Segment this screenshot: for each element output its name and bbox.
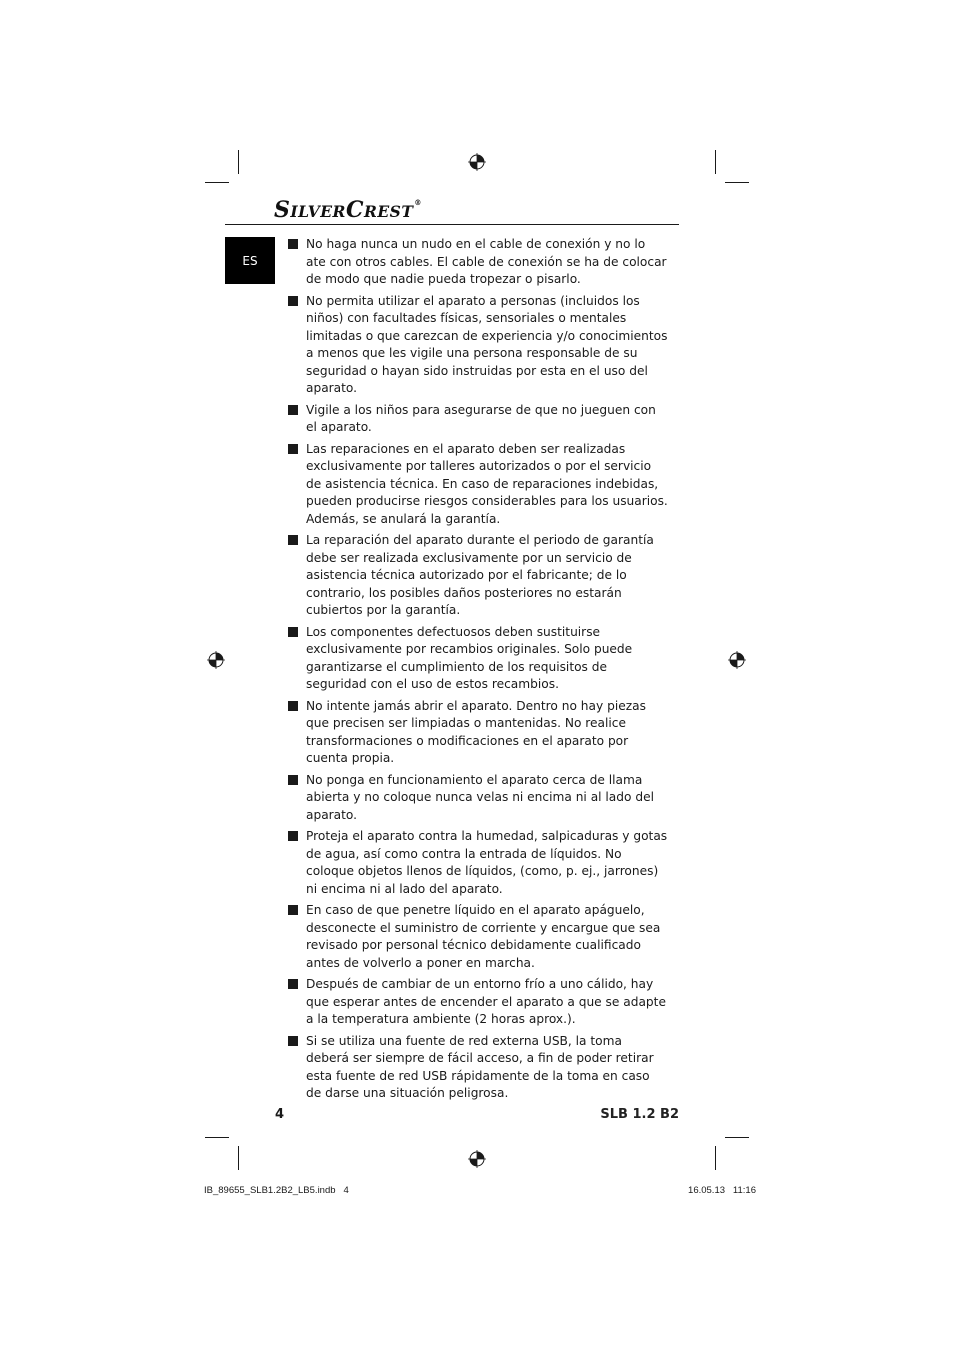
list-item: Las reparaciones en el aparato deben ser realizadas exclusivamente por talleres autorizados o por el servicio de asistencia técnica. En caso de reparaciones indebidas, pueden producirse riesgos considerables para los usuarios. Además, se anulará la garantía. — [288, 441, 668, 529]
bullet-square-icon — [288, 1036, 298, 1046]
registration-mark-icon — [728, 651, 746, 669]
model-number: SLB 1.2 B2 — [600, 1107, 679, 1122]
crop-mark — [238, 150, 239, 174]
brand-logo: SILVERCREST® — [274, 197, 422, 223]
language-tab — [225, 237, 275, 284]
list-item: Los componentes defectuosos deben sustituirse exclusivamente por recambios originales. Solo puede garantizarse el cumplimiento de los requisitos de seguridad con el uso de estos recambios. — [288, 624, 668, 694]
bullet-square-icon — [288, 831, 298, 841]
crop-mark — [715, 150, 716, 174]
list-item: No permita utilizar el aparato a personas (incluidos los niños) con facultades físicas, sensoriales o mentales limitadas o que carezcan de experiencia y/o conocimientos a menos que les vigile una persona responsable de su seguridad o hayan sido instruidas por esta en el uso del aparato. — [288, 293, 668, 398]
crop-mark — [205, 1137, 229, 1138]
header-rule — [225, 224, 679, 225]
registration-mark-icon — [468, 153, 486, 171]
registration-mark-icon — [468, 1150, 486, 1168]
bullet-square-icon — [288, 979, 298, 989]
crop-mark — [238, 1146, 239, 1170]
bullet-square-icon — [288, 627, 298, 637]
crop-mark — [725, 1137, 749, 1138]
list-item: Si se utiliza una fuente de red externa USB, la toma deberá ser siempre de fácil acceso, a fin de poder retirar esta fuente de red USB rápidamente de la toma en caso de darse una situación peligrosa. — [288, 1033, 668, 1103]
page-number: 4 — [275, 1107, 285, 1122]
bullet-square-icon — [288, 239, 298, 249]
list-item: No intente jamás abrir el aparato. Dentro no hay piezas que precisen ser limpiadas o mantenidas. No realice transformaciones o modificaciones en el aparato por cuenta propia. — [288, 698, 668, 768]
list-item: En caso de que penetre líquido en el aparato apáguelo, desconecte el suministro de corriente y encargue que sea revisado por personal técnico debidamente cualificado antes de volverlo a poner en marcha. — [288, 902, 668, 972]
bullet-square-icon — [288, 444, 298, 454]
list-item: Proteja el aparato contra la humedad, salpicaduras y gotas de agua, así como contra la entrada de líquidos. No coloque objetos llenos de líquidos, (como, p. ej., jarrones) ni encima ni al lado del aparato. — [288, 828, 668, 898]
list-item: Vigile a los niños para asegurarse de que no jueguen con el aparato. — [288, 402, 668, 437]
language-tab-label: ES — [242, 253, 258, 268]
slug-filename: IB_89655_SLB1.2B2_LB5.indb 4 — [204, 1185, 349, 1196]
bullet-square-icon — [288, 905, 298, 915]
list-item: No haga nunca un nudo en el cable de conexión y no lo ate con otros cables. El cable de conexión se ha de colocar de modo que nadie pueda tropezar o pisarlo. — [288, 236, 668, 289]
bullet-square-icon — [288, 701, 298, 711]
list-item: No ponga en funcionamiento el aparato cerca de llama abierta y no coloque nunca velas ni encima ni al lado del aparato. — [288, 772, 668, 825]
bullet-square-icon — [288, 775, 298, 785]
bullet-square-icon — [288, 405, 298, 415]
list-item: La reparación del aparato durante el periodo de garantía debe ser realizada exclusivamente por un servicio de asistencia técnica autorizado por el fabricante; de lo contrario, los posibles daños posteriores no estarán cubiertos por la garantía. — [288, 532, 668, 620]
bullet-square-icon — [288, 296, 298, 306]
crop-mark — [725, 182, 749, 183]
registration-mark-icon — [207, 651, 225, 669]
bullet-square-icon — [288, 535, 298, 545]
crop-mark — [715, 1146, 716, 1170]
list-item: Después de cambiar de un entorno frío a uno cálido, hay que esperar antes de encender el aparato a que se adapte a la temperatura ambiente (2 horas aprox.). — [288, 976, 668, 1029]
safety-instructions-list — [288, 236, 668, 1107]
crop-mark — [205, 182, 229, 183]
slug-datetime: 16.05.13 11:16 — [688, 1185, 756, 1196]
